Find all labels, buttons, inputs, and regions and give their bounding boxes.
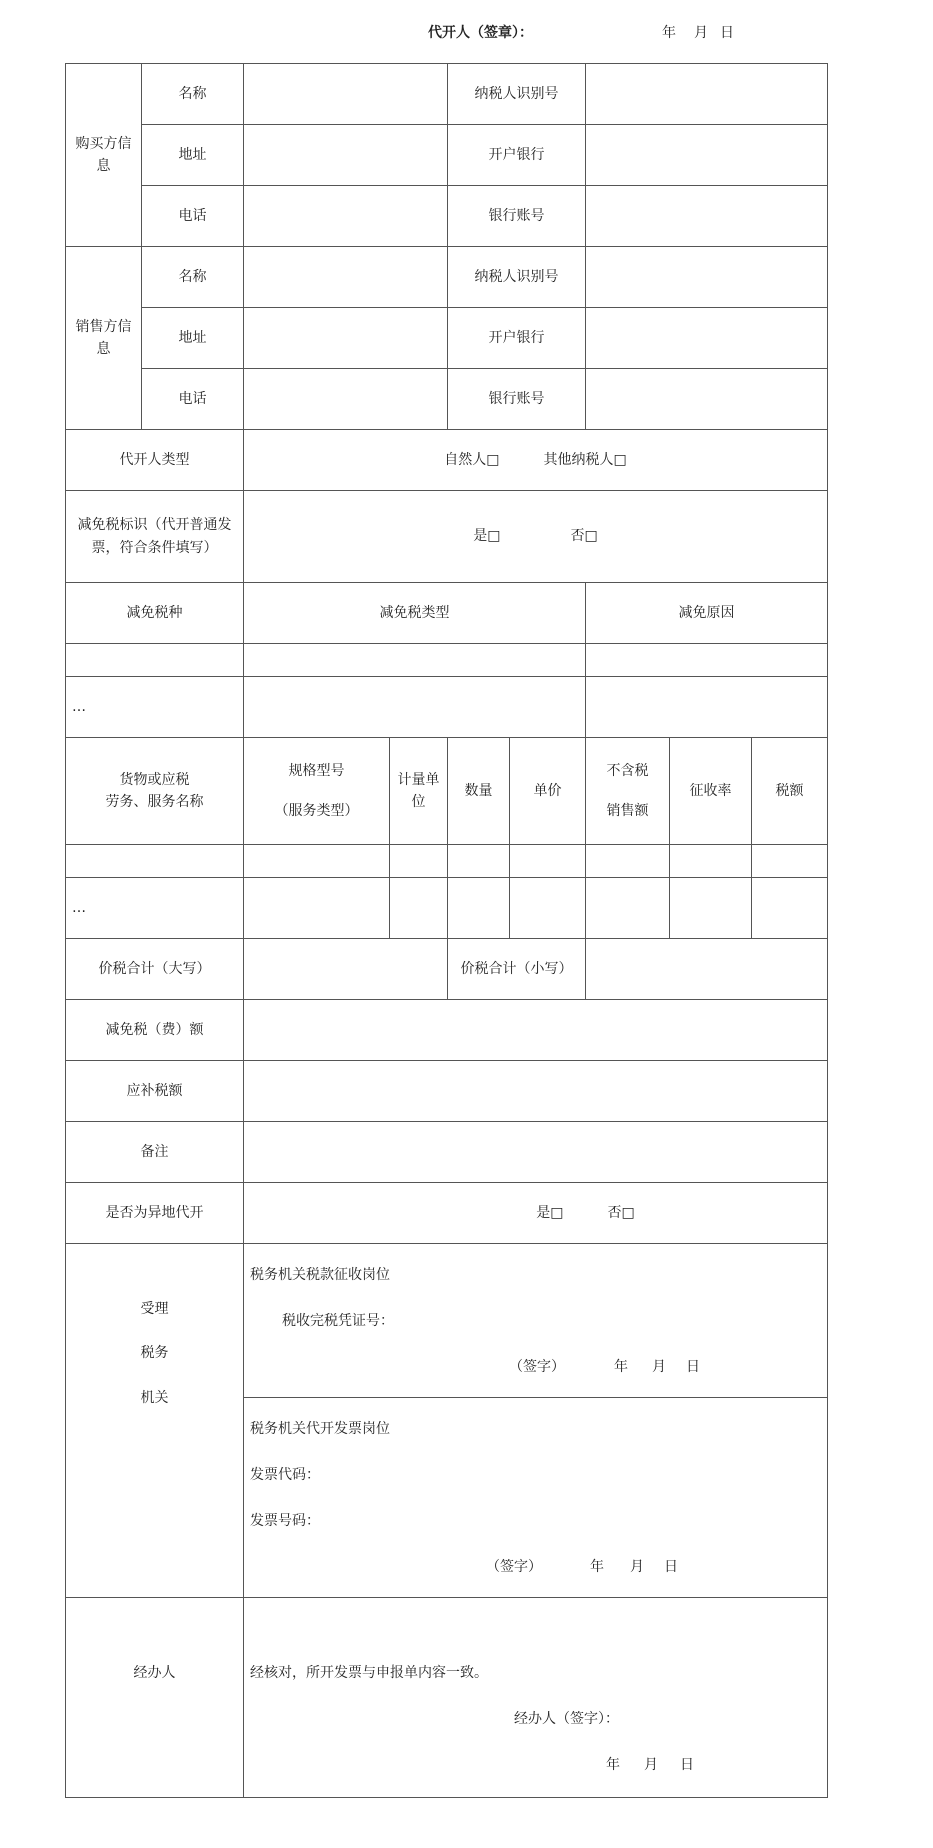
collection-sign-label: （签字） [509,1359,565,1375]
goods-rate-header: 征收率 [670,738,752,845]
handler-day: 日 [680,1757,694,1773]
header-month: 月 [694,25,708,41]
goods-unit-cell[interactable] [390,845,448,878]
goods-tax-cell[interactable] [752,845,828,878]
invoice-month: 月 [630,1559,644,1575]
goods-quantity-cell-2[interactable] [448,878,510,939]
agent-type-label: 代开人类型 [66,430,244,491]
reduced-amount-label: 减免税（费）额 [66,1000,244,1061]
seller-account-field[interactable] [586,369,828,430]
goods-unit-header: 计量单 位 [390,738,448,845]
handler-statement: 经核对，所开发票与申报单内容一致。 [250,1665,488,1681]
goods-unit-cell-2[interactable] [390,878,448,939]
invoice-year: 年 [590,1559,604,1575]
buyer-name-label: 名称 [142,64,244,125]
remote-no-checkbox[interactable]: 否□ [607,1204,635,1221]
reduction-reason-cell[interactable] [586,644,828,677]
receipt-number-label: 税收完税凭证号： [282,1313,394,1329]
reduction-flag-options [244,491,828,583]
seller-account-label: 银行账号 [448,369,586,430]
handler-year: 年 [606,1757,620,1773]
remote-label: 是否为异地代开 [66,1183,244,1244]
total-upper-field[interactable] [244,939,448,1000]
buyer-taxpayer-id-label: 纳税人识别号 [448,64,586,125]
goods-name-header: 货物或应税 劳务、服务名称 [66,738,244,845]
handler-section [244,1598,828,1798]
goods-amount-cell-2[interactable] [586,878,670,939]
buyer-address-field[interactable] [244,125,448,186]
reduction-tax-type-cell[interactable] [66,644,244,677]
buyer-account-field[interactable] [586,186,828,247]
seller-group-label: 销售方信息 [66,247,142,430]
buyer-address-label: 地址 [142,125,244,186]
buyer-phone-label: 电话 [142,186,244,247]
remarks-field[interactable] [244,1122,828,1183]
goods-price-cell[interactable] [510,845,586,878]
seller-address-label: 地址 [142,308,244,369]
remarks-label: 备注 [66,1122,244,1183]
buyer-group-label: 购买方信息 [66,64,142,247]
reduction-reason-cell-2[interactable] [586,677,828,738]
reduction-flag-yes-checkbox[interactable]: 是□ [473,528,501,545]
reduction-reason-header: 减免原因 [586,583,828,644]
goods-quantity-cell[interactable] [448,845,510,878]
reduction-category-cell[interactable] [244,644,586,677]
invoice-code-label: 发票代码： [250,1467,320,1483]
invoice-post-section [244,1398,828,1598]
supplementary-tax-field[interactable] [244,1061,828,1122]
seller-phone-label: 电话 [142,369,244,430]
goods-amount-cell[interactable] [586,845,670,878]
invoice-day: 日 [664,1559,678,1575]
remote-options [244,1183,828,1244]
header-year: 年 [662,25,676,41]
reduction-flag-label: 减免税标识（代开普通发票，符合条件填写） [66,491,244,583]
buyer-taxpayer-id-field[interactable] [586,64,828,125]
tax-office-label: 受理 税务 机关 [66,1244,244,1598]
collection-year: 年 [614,1359,628,1375]
invoice-application-form [65,63,828,1798]
goods-ellipsis: … [66,878,244,939]
goods-price-cell-2[interactable] [510,878,586,939]
goods-spec-cell[interactable] [244,845,390,878]
collection-post-section [244,1244,828,1398]
header-day: 日 [720,25,734,41]
reduction-category-cell-2[interactable] [244,677,586,738]
total-lower-field[interactable] [586,939,828,1000]
buyer-bank-label: 开户银行 [448,125,586,186]
invoice-sign-label: （签字） [486,1559,542,1575]
goods-tax-cell-2[interactable] [752,878,828,939]
reduction-tax-type-header: 减免税种 [66,583,244,644]
agent-type-natural-person-checkbox[interactable]: 自然人□ [444,451,500,468]
goods-quantity-header: 数量 [448,738,510,845]
reduced-amount-field[interactable] [244,1000,828,1061]
supplementary-tax-label: 应补税额 [66,1061,244,1122]
agent-sign-label: 代开人（签章）： [428,25,533,41]
buyer-bank-field[interactable] [586,125,828,186]
reduction-flag-no-checkbox[interactable]: 否□ [570,528,598,545]
goods-tax-header: 税额 [752,738,828,845]
seller-address-field[interactable] [244,308,448,369]
seller-bank-field[interactable] [586,308,828,369]
collection-post-label: 税务机关税款征收岗位 [250,1267,390,1283]
collection-day: 日 [686,1359,700,1375]
goods-price-header: 单价 [510,738,586,845]
goods-amount-header: 不含税 销售额 [586,738,670,845]
buyer-phone-field[interactable] [244,186,448,247]
invoice-number-label: 发票号码： [250,1513,320,1529]
agent-type-options [244,430,828,491]
buyer-name-field[interactable] [244,64,448,125]
goods-spec-cell-2[interactable] [244,878,390,939]
goods-rate-cell-2[interactable] [670,878,752,939]
handler-label: 经办人 [66,1598,244,1798]
total-lower-label: 价税合计（小写） [448,939,586,1000]
seller-name-label: 名称 [142,247,244,308]
seller-taxpayer-id-label: 纳税人识别号 [448,247,586,308]
collection-month: 月 [652,1359,666,1375]
seller-taxpayer-id-field[interactable] [586,247,828,308]
seller-bank-label: 开户银行 [448,308,586,369]
handler-sign-label: 经办人（签字）： [514,1711,619,1727]
invoice-post-label: 税务机关代开发票岗位 [250,1421,390,1437]
goods-name-cell[interactable] [66,845,244,878]
total-upper-label: 价税合计（大写） [66,939,244,1000]
seller-phone-field[interactable] [244,369,448,430]
goods-spec-header: 规格型号 （服务类型） [244,738,390,845]
remote-yes-checkbox[interactable]: 是□ [536,1204,564,1221]
seller-name-field[interactable] [244,247,448,308]
reduction-ellipsis: … [66,677,244,738]
goods-rate-cell[interactable] [670,845,752,878]
reduction-category-header: 减免税类型 [244,583,586,644]
buyer-account-label: 银行账号 [448,186,586,247]
agent-type-other-taxpayer-checkbox[interactable]: 其他纳税人□ [543,451,627,468]
handler-month: 月 [644,1757,658,1773]
